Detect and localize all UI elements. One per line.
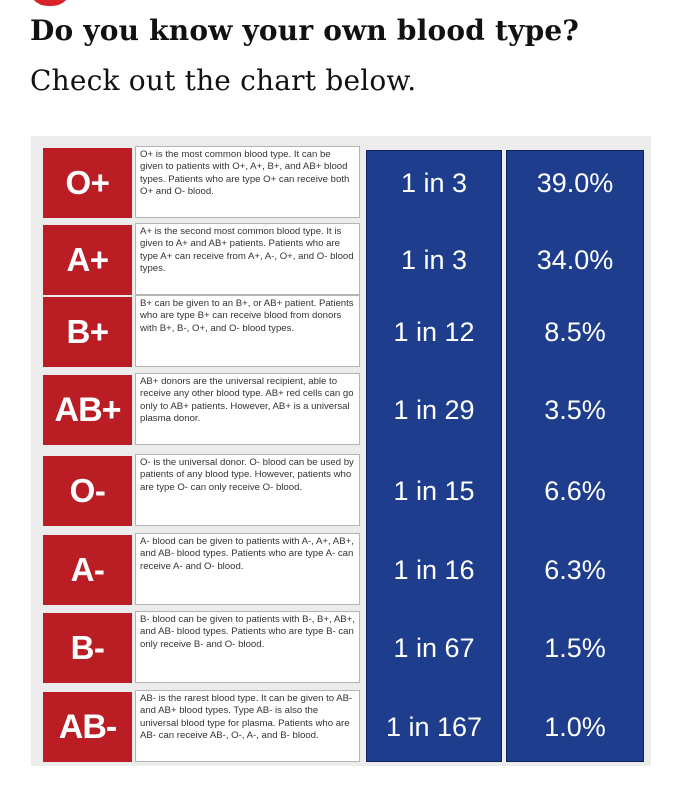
- percent-value: 8.5%: [544, 316, 606, 347]
- blood-type-description: A- blood can be given to patients with A-, A+, AB+, and AB- blood types. Patients who are type A- can receive A- and O- blood.: [135, 533, 360, 605]
- percent-value: 34.0%: [536, 244, 614, 275]
- page-heading: [30, 6, 660, 106]
- blood-type-label: O-: [43, 456, 132, 526]
- blood-type-description: B+ can be given to an B+, or AB+ patient. Patients who are type B+ can receive blood from donors with B+, B-, O+, and O- blood types.: [135, 295, 360, 367]
- percent-value: 6.3%: [544, 554, 606, 585]
- blood-type-row-b-negative: [43, 611, 643, 685]
- frequency-value: 1 in 12: [393, 316, 475, 347]
- frequency-value: 1 in 67: [393, 632, 475, 663]
- blood-type-row-b-positive: [43, 295, 643, 369]
- percent-value: 3.5%: [544, 394, 606, 425]
- heading-question: Do you know your own blood type?: [30, 14, 580, 47]
- blood-type-label: B+: [43, 297, 132, 367]
- blood-type-row-ab-negative: [43, 690, 643, 764]
- blood-type-row-a-positive: [43, 223, 643, 297]
- percent-value: 1.5%: [544, 632, 606, 663]
- blood-type-row-o-positive: [43, 146, 643, 220]
- blood-type-label: B-: [43, 613, 132, 683]
- frequency-value: 1 in 16: [393, 554, 475, 585]
- blood-type-row-o-negative: [43, 454, 643, 528]
- frequency-value: 1 in 167: [385, 711, 483, 742]
- blood-type-description: O- is the universal donor. O- blood can be used by patients of any blood type. However, patients who are type O- can only receive O- blood.: [135, 454, 360, 526]
- blood-type-row-a-negative: [43, 533, 643, 607]
- frequency-value: 1 in 15: [393, 475, 475, 506]
- blood-type-label: O+: [43, 148, 132, 218]
- blood-type-description: AB- is the rarest blood type. It can be given to AB- and AB+ blood types. Type AB- is also the universal blood type for plasma. Patients who are AB- can receive AB-, O-, A-, and B- blood.: [135, 690, 360, 762]
- blood-type-label: AB-: [43, 692, 132, 762]
- percent-value: 1.0%: [544, 711, 606, 742]
- frequency-value: 1 in 29: [393, 394, 475, 425]
- frequency-value: 1 in 3: [400, 167, 468, 198]
- blood-type-label: A-: [43, 535, 132, 605]
- frequency-value: 1 in 3: [400, 244, 468, 275]
- blood-type-row-ab-positive: [43, 373, 643, 447]
- blood-type-label: AB+: [43, 375, 132, 445]
- blood-type-description: A+ is the second most common blood type. It is given to A+ and AB+ patients. Patients who are type A+ can receive from A+, A-, O+, and O- blood types.: [135, 223, 360, 295]
- blood-type-description: AB+ donors are the universal recipient, able to receive any other blood type. AB+ red cells can go only to AB+ patients. However, AB+ is a universal plasma donor.: [135, 373, 360, 445]
- blood-type-description: B- blood can be given to patients with B-, B+, AB+, and AB- blood types. Patients who are type B- can only receive B- and O- blood.: [135, 611, 360, 683]
- blood-type-description: O+ is the most common blood type. It can be given to patients with O+, A+, B+, and AB+ blood types. Patients who are type O+ can receive both O+ and O- blood.: [135, 146, 360, 218]
- percent-value: 39.0%: [536, 167, 614, 198]
- blood-type-label: A+: [43, 225, 132, 295]
- percent-value: 6.6%: [544, 475, 606, 506]
- blood-type-chart: [31, 136, 651, 766]
- heading-rest: Check out the chart below.: [30, 64, 417, 97]
